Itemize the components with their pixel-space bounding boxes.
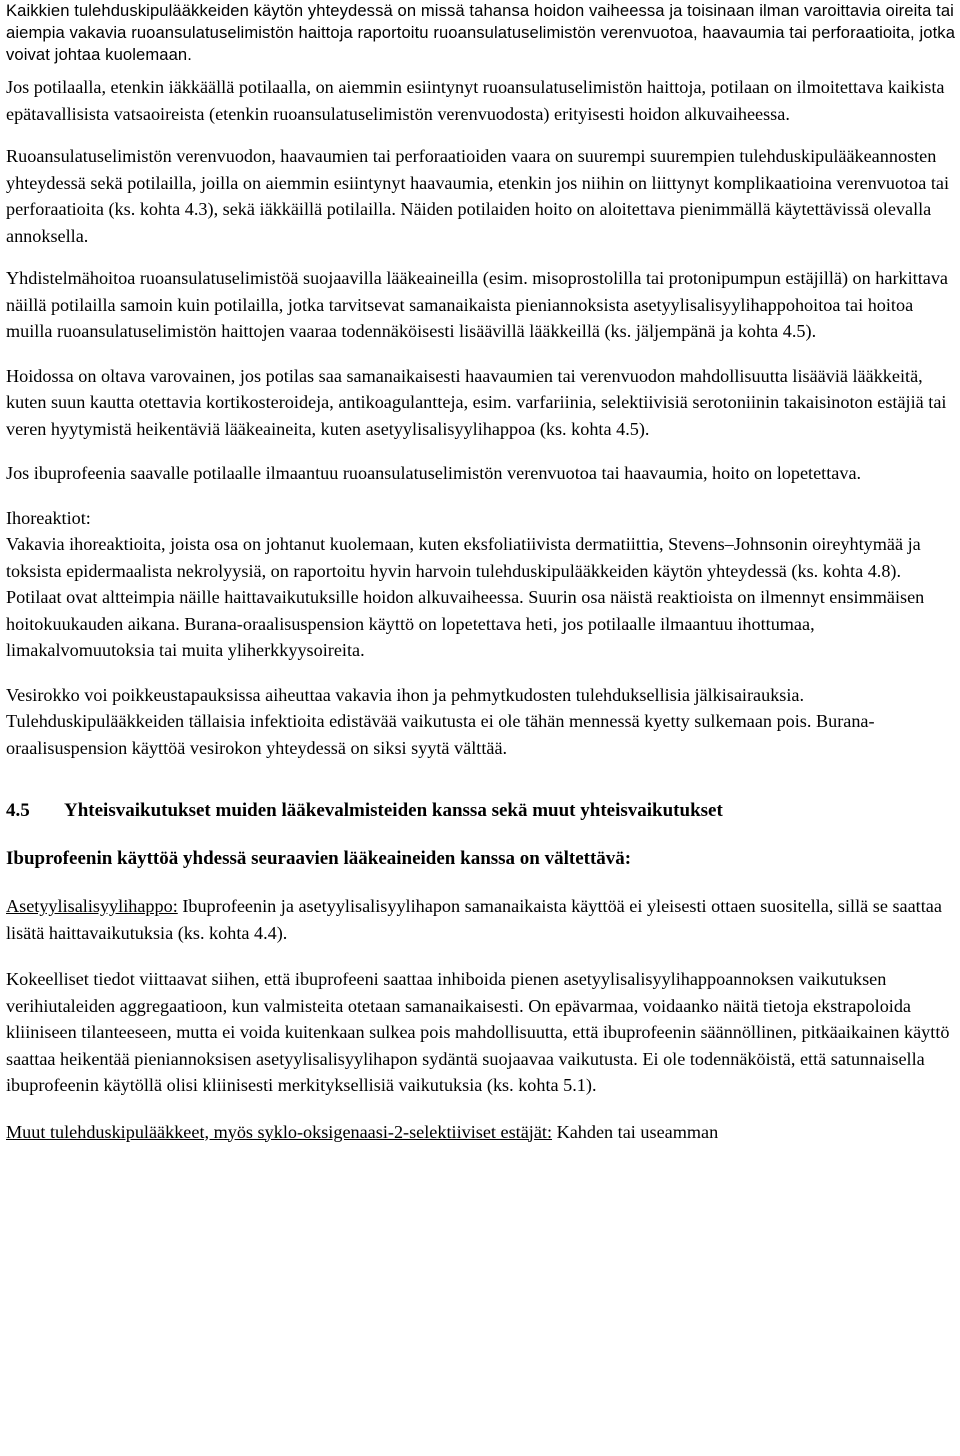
other-nsaids-text: Kahden tai useamman [552, 1121, 719, 1142]
asa-text: Ibuprofeenin ja asetyylisalisyylihapon samanaikaista käyttöä ei yleisesti ottaen suositella, sillä se saattaa lisätä haittavaikutuksia (ks. kohta 4.4). [6, 896, 942, 943]
skin-reactions-label: Ihoreaktiot: [6, 507, 91, 528]
paragraph-skin-reactions [6, 505, 956, 664]
paragraph-asa [6, 893, 956, 946]
subheading-avoid-combination: Ibuprofeenin käyttöä yhdessä seuraavien lääkeaineiden kanssa on vältettävä: [6, 848, 632, 869]
other-nsaids-label: Muut tulehduskipulääkkeet, myös syklo-oksigenaasi-2-selektiiviset estäjät: [6, 1121, 553, 1142]
paragraph-caution: Hoidossa on oltava varovainen, jos potilas saa samanaikaisesti haavaumien tai verenvuodon mahdollisuutta lisääviä lääkkeitä, kuten suun kautta otettavia kortikosteroideja, antikoagulantteja, esim. varfariinia, selektiivisiä serotoniinin takaisinoton estäjiä tai veren hyytymistä heikentäviä lääkeaineita, kuten asetyylisalisyylihappoa (ks. kohta 4.5). [6, 365, 947, 439]
section-title: Yhteisvaikutukset muiden lääkevalmisteiden kanssa sekä muut yhteisvaikutukset [64, 800, 723, 821]
section-number: 4.5 [6, 800, 30, 821]
section-heading-interactions [6, 797, 956, 825]
skin-reactions-text: Vakavia ihoreaktioita, joista osa on johtanut kuolemaan, kuten eksfoliatiivista dermatiittia, Stevens–Johnsonin oireyhtymää ja toksista epidermaalista nekrolyysiä, on raportoitu hyvin harvoin tulehduskipulääkkeiden käytön yhteydessä (ks. kohta 4.8). Potilaat ovat altteimpia näille haittavaikutuksille hoidon alkuvaiheessa. Suurin osa näistä reaktioista on ilmennyt ensimmäisen hoitokuukauden aikana. Burana-oraalisuspension käyttö on lopetettava heti, jos potilaalle ilmaantuu ihottumaa, limakalvomuutoksia tai muita yliherkkyysoireita. [6, 534, 925, 660]
paragraph-stop-treatment: Jos ibuprofeenia saavalle potilaalle ilmaantuu ruoansulatuselimistön verenvuotoa tai haavaumia, hoito on lopetettava. [6, 463, 862, 483]
document-page [6, 0, 956, 1145]
paragraph-intro: Kaikkien tulehduskipulääkkeiden käytön yhteydessä on missä tahansa hoidon vaiheessa ja toisinaan ilman varoittavia oireita tai aiempia vakavia ruoansulatuselimistön haittoja raportoitu ruoansulatuselimistön verenvuotoa, haavaumia tai perforaatioita, jotka voivat johtaa kuolemaan. [6, 1, 956, 64]
paragraph-combination-therapy: Yhdistelmähoitoa ruoansulatuselimistöä suojaavilla lääkeaineilla (esim. misoprostolilla tai protonipumpun estäjillä) on harkittava näillä potilailla samoin kuin potilailla, jotka tarvitsevat samanaikaista pieniannoksista asetyylisalisyylihappohoitoa tai hoitoa muilla ruoansulatuselimistön haittojen vaaraa todennäköisesti lisäävillä lääkkeillä (ks. jäljempänä ja kohta 4.5). [6, 268, 948, 341]
paragraph-varicella: Vesirokko voi poikkeustapauksissa aiheuttaa vakavia ihon ja pehmytkudosten tulehduksellisia jälkisairauksia. Tulehduskipulääkkeiden tällaisia infektioita edistävää vaikutusta ei ole tähän mennessä kyetty sulkemaan pois. Burana-oraalisuspension käyttöä vesirokon yhteydessä on siksi syytä välttää. [6, 684, 875, 758]
asa-label: Asetyylisalisyylihappo: [6, 896, 178, 916]
paragraph-experimental-data: Kokeelliset tiedot viittaavat siihen, että ibuprofeeni saattaa inhiboida pienen asetyylisalisyylihappoannoksen vaikutuksen verihiutaleiden aggregaatioon, kun valmisteita otetaan samanaikaisesti. On epävarmaa, voidaanko näitä tietoja ekstrapoloida kliiniseen tilanteeseen, mutta ei voida kuitenkaan sulkea pois mahdollisuutta, että ibuprofeenin säännöllinen, pitkäaikainen käyttö saattaa heikentää pieniannoksisen asetyylisalisyylihapon sydäntä suojaavaa vaikutusta. Ei ole todennäköistä, että satunnaisella ibuprofeenin käytöllä olisi kliinisesti merkityksellisiä vaikutuksia (ks. kohta 5.1). [6, 969, 950, 1095]
paragraph-other-nsaids [6, 1119, 956, 1146]
paragraph-bleeding-risk: Ruoansulatuselimistön verenvuodon, haavaumien tai perforaatioiden vaara on suurempi suurempien tulehduskipulääkeannosten yhteydessä sekä potilailla, joilla on aiemmin esiintynyt haavaumia, etenkin jos niihin on liittynyt komplikaatioina verenvuotoa tai perforaatioita (ks. kohta 4.3), sekä iäkkäillä potilailla. Näiden potilaiden hoito on aloitettava pienimmällä käytettävissä olevalla annoksella. [6, 146, 950, 246]
paragraph-elderly-patients: Jos potilaalla, etenkin iäkkäällä potilaalla, on aiemmin esiintynyt ruoansulatuselimistön haittoja, potilaan on ilmoitettava kaikista epätavallisista vatsaoireista (etenkin ruoansulatuselimistön verenvuodosta) erityisesti hoidon alkuvaiheessa. [6, 77, 945, 124]
